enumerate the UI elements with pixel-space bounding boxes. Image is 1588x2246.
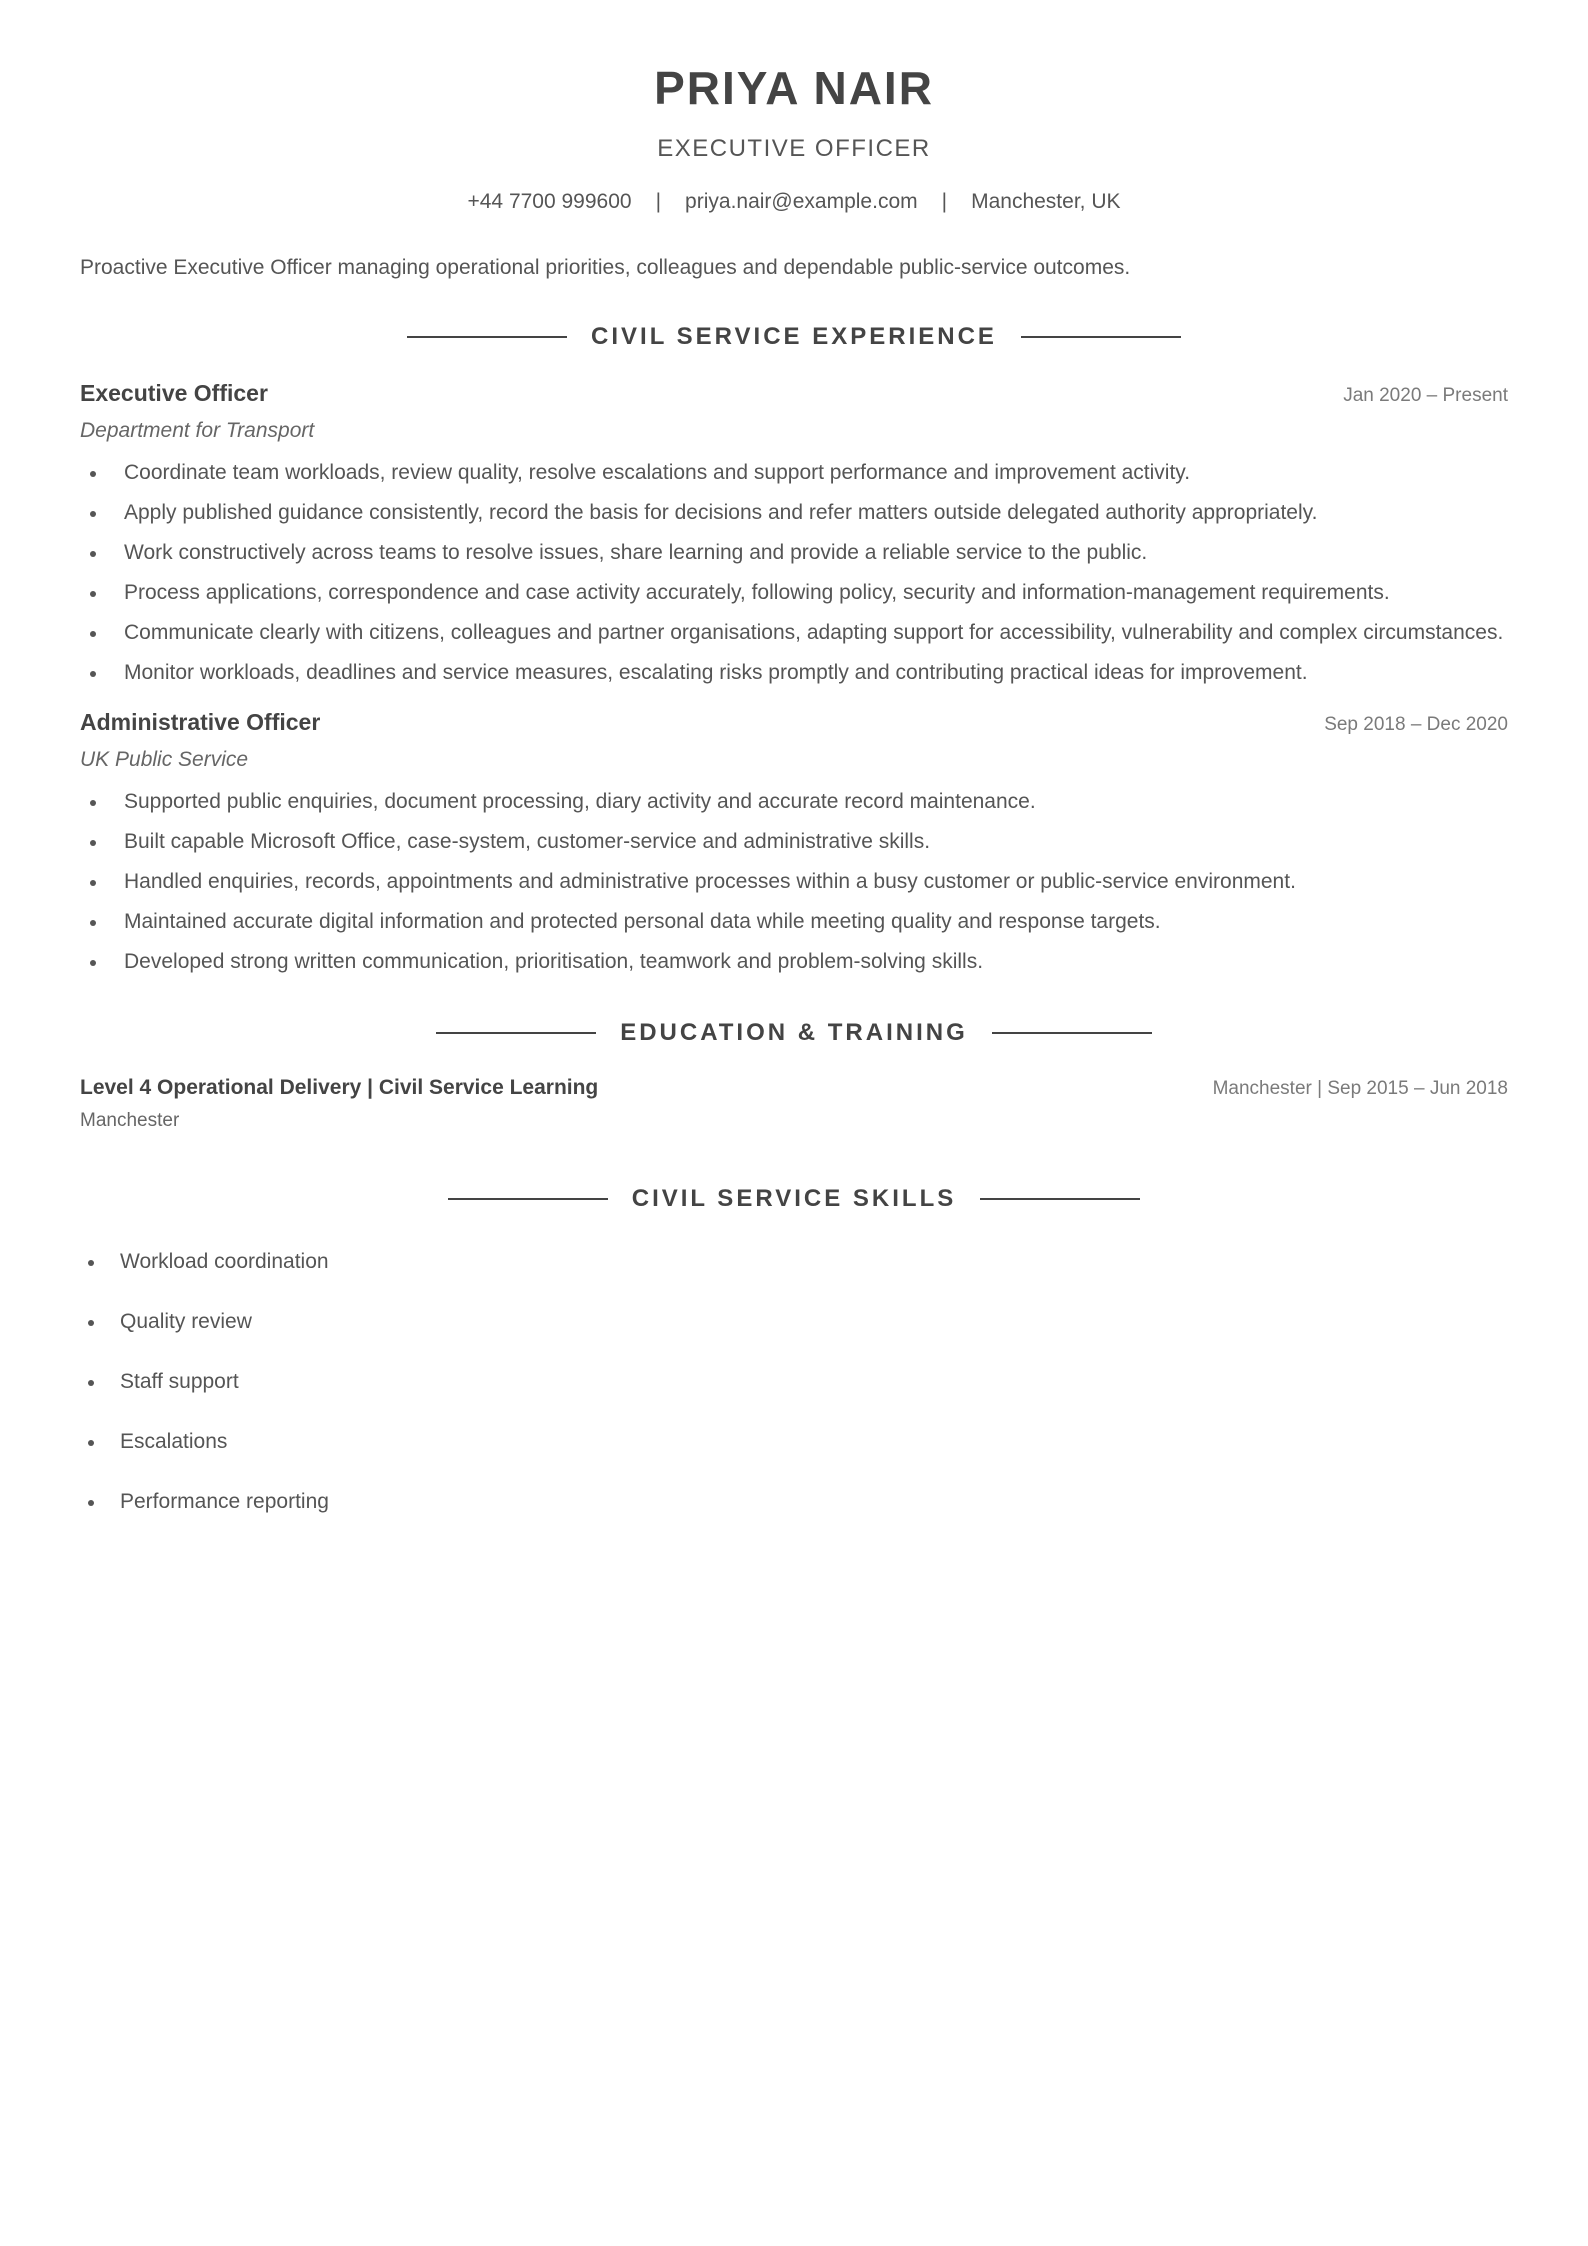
summary: Proactive Executive Officer managing operational priorities, colleagues and dependable public-service outcomes.	[80, 256, 1131, 279]
job-organisation: UK Public Service	[80, 748, 249, 771]
skills-list	[80, 1248, 1508, 1516]
heading-rule-right	[980, 1198, 1140, 1200]
heading-rule-left	[436, 1032, 596, 1034]
job-bullet: Developed strong written communication, prioritisation, teamwork and problem-solving skills.	[80, 946, 1508, 978]
heading-rule-right	[992, 1032, 1152, 1034]
contact-email: priya.nair@example.com	[685, 190, 918, 213]
heading-rule-left	[448, 1198, 608, 1200]
contact-separator: |	[655, 190, 662, 213]
job-header	[80, 707, 1508, 738]
heading-rule-right	[1021, 336, 1181, 338]
education-entry	[80, 1074, 1508, 1134]
job-bullet: Handled enquiries, records, appointments and administrative processes within a busy customer or public-service environment.	[80, 866, 1508, 898]
candidate-name: PRIYA NAIR	[654, 62, 934, 114]
skills-heading	[80, 1184, 1508, 1214]
skills-heading-label: CIVIL SERVICE SKILLS	[631, 1185, 957, 1212]
job-bullet: Monitor workloads, deadlines and service measures, escalating risks promptly and contributing practical ideas for improvement.	[80, 657, 1508, 689]
education-location: Manchester	[80, 1110, 180, 1131]
job-bullet: Supported public enquiries, document processing, diary activity and accurate record maintenance.	[80, 786, 1508, 818]
job-bullets	[80, 786, 1508, 978]
job-bullets	[80, 457, 1508, 689]
experience-heading	[80, 322, 1508, 352]
job-title: Executive Officer	[80, 380, 268, 406]
skill-item: Escalations	[80, 1428, 1508, 1456]
contact-phone: +44 7700 999600	[467, 190, 632, 213]
job-bullet: Communicate clearly with citizens, colleagues and partner organisations, adapting support for accessibility, vulnerability and complex circumstances.	[80, 617, 1508, 649]
job-entry	[80, 378, 1508, 689]
job-organisation: Department for Transport	[80, 419, 315, 442]
job-bullet: Built capable Microsoft Office, case-system, customer-service and administrative skills.	[80, 826, 1508, 858]
job-bullet: Work constructively across teams to resolve issues, share learning and provide a reliable service to the public.	[80, 537, 1508, 569]
experience-heading-label: CIVIL SERVICE EXPERIENCE	[591, 323, 997, 350]
skill-item: Quality review	[80, 1308, 1508, 1336]
job-dates: Jan 2020 – Present	[1343, 385, 1508, 406]
job-entry	[80, 707, 1508, 978]
education-title: Level 4 Operational Delivery | Civil Service Learning	[80, 1076, 599, 1099]
skill-item: Workload coordination	[80, 1248, 1508, 1276]
job-dates: Sep 2018 – Dec 2020	[1324, 714, 1508, 735]
job-bullet: Apply published guidance consistently, record the basis for decisions and refer matters outside delegated authority appropriately.	[80, 497, 1508, 529]
job-title: Administrative Officer	[80, 709, 321, 735]
job-bullet: Process applications, correspondence and case activity accurately, following policy, security and information-management requirements.	[80, 577, 1508, 609]
job-bullet: Maintained accurate digital information and protected personal data while meeting quality and response targets.	[80, 906, 1508, 938]
contact-separator: |	[941, 190, 948, 213]
contact-location: Manchester, UK	[971, 190, 1121, 213]
skill-item: Staff support	[80, 1368, 1508, 1396]
education-meta: Manchester | Sep 2015 – Jun 2018	[1212, 1078, 1508, 1099]
skill-item: Performance reporting	[80, 1488, 1508, 1516]
candidate-title: EXECUTIVE OFFICER	[657, 135, 931, 162]
job-header	[80, 378, 1508, 409]
education-heading	[80, 1018, 1508, 1048]
job-bullet: Coordinate team workloads, review quality, resolve escalations and support performance and improvement activity.	[80, 457, 1508, 489]
heading-rule-left	[407, 336, 567, 338]
contact-line	[80, 188, 1508, 216]
education-header	[80, 1074, 1508, 1102]
education-heading-label: EDUCATION & TRAINING	[620, 1019, 968, 1046]
